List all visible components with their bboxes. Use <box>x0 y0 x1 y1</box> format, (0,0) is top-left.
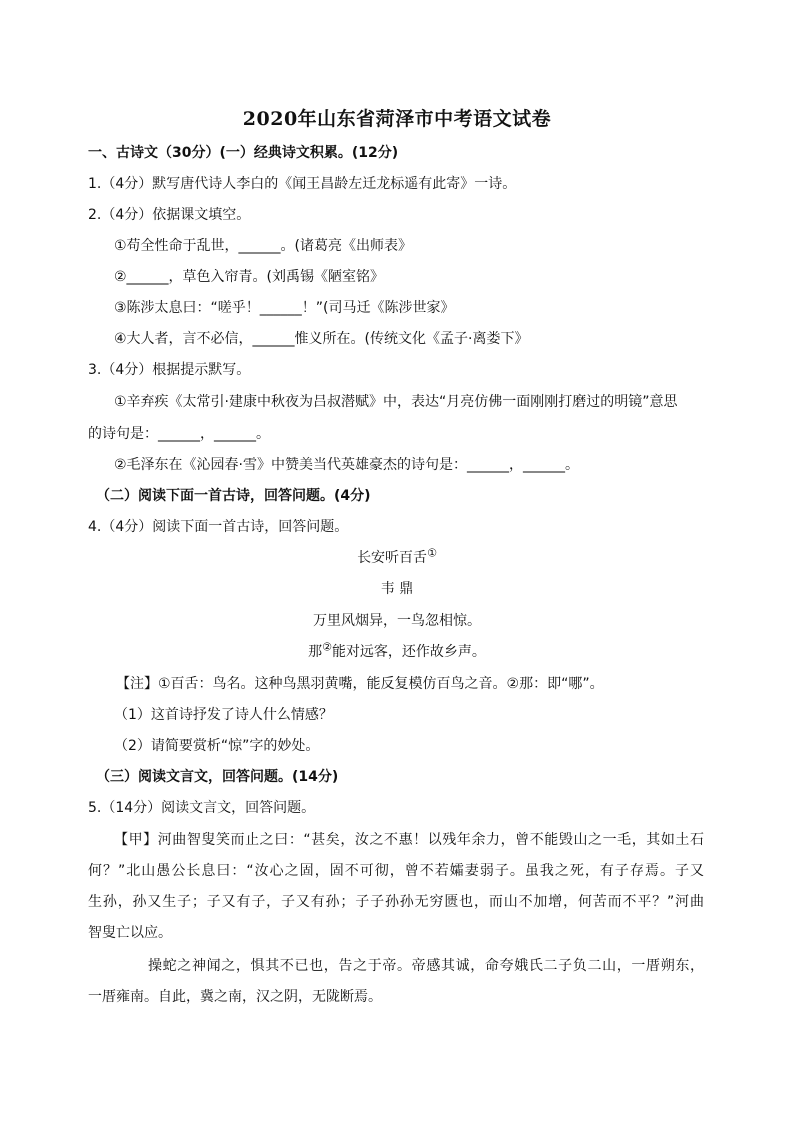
section-heading-1: 一、古诗文（30分）(一）经典诗文积累。(12分) <box>88 145 399 161</box>
poem-line-2-pre: 那 <box>308 644 323 660</box>
passage-jia-line-2: 何？”北山愚公长息曰：“汝心之固，固不可彻，曾不若孀妻弱子。虽我之死，有子存焉。子又 <box>88 863 704 879</box>
poem-title-text: 长安听百舌 <box>357 550 428 566</box>
question-3-item-2: ②毛泽东在《沁园春·雪》中赞美当代英雄豪杰的诗句是：______，______。 <box>114 457 579 473</box>
question-4-sub-1: （1）这首诗抒发了诗人什么情感？ <box>114 707 333 723</box>
question-2-item-3: ③陈涉太息曰：“嗟乎！______！”(司马迁《陈涉世家》 <box>114 300 455 316</box>
passage-jia-p2-line-2: 一厝雍南。自此，冀之南，汉之阴，无陇断焉。 <box>88 989 382 1005</box>
passage-jia-line-4: 智叟亡以应。 <box>88 925 172 941</box>
passage-jia-p2-line-1: 操蛇之神闻之，惧其不已也，告之于帝。帝感其诚，命夸娥氏二子负二山，一厝朔东， <box>148 958 704 974</box>
poem-line-2-footnote-mark: ② <box>322 640 332 654</box>
question-1: 1.（4分）默写唐代诗人李白的《闻王昌龄左迁龙标遥有此寄》一诗。 <box>88 176 517 192</box>
poem-title <box>0 546 794 567</box>
poem-title-footnote-mark: ① <box>427 546 437 560</box>
question-4-sub-2: （2）请简要赏析“惊”字的妙处。 <box>114 738 320 754</box>
question-2-item-4: ④大人者，言不必信，______惟义所在。(传统文化《孟子·离娄下》 <box>114 331 529 347</box>
page-title: 2020年山东省菏泽市中考语文试卷 <box>242 108 552 130</box>
question-5: 5.（14分）阅读文言文，回答问题。 <box>88 800 316 816</box>
question-4: 4.（4分）阅读下面一首古诗，回答问题。 <box>88 519 349 535</box>
question-3-item-1-line-2: 的诗句是：______，______。 <box>88 426 270 442</box>
question-2: 2.（4分）依据课文填空。 <box>88 207 251 223</box>
section-heading-3: （三）阅读文言文，回答问题。(14分) <box>96 769 339 785</box>
question-2-item-1: ①苟全性命于乱世，______。(诸葛亮《出师表》 <box>114 238 413 254</box>
poem-annotation: 【注】①百舌：鸟名。这种鸟黑羽黄嘴，能反复模仿百鸟之音。②那：即“哪”。 <box>116 676 604 692</box>
question-3-item-1-line-1: ①辛弃疾《太常引·建康中秋夜为吕叔潜赋》中，表达“月亮仿佛一面刚刚打磨过的明镜”意思 <box>114 394 678 410</box>
passage-jia-line-3: 生孙，孙又生子；子又有子，子又有孙；子子孙孙无穷匮也，而山不加增，何苦而不平？”河曲 <box>88 894 704 910</box>
poem-line-2 <box>0 640 794 661</box>
section-heading-2: （二）阅读下面一首古诗，回答问题。(4分) <box>96 488 371 504</box>
passage-jia-line-1: 【甲】河曲智叟笑而止之曰：“甚矣，汝之不惠！以残年余力，曾不能毁山之一毛，其如土石 <box>114 832 704 848</box>
question-3: 3.（4分）根据提示默写。 <box>88 362 251 378</box>
question-2-item-2: ②______，草色入帘青。(刘禹锡《陋室铭》 <box>114 269 385 285</box>
poem-line-2-post: 能对远客，还作故乡声。 <box>331 644 486 660</box>
poem-author: 韦 鼎 <box>380 581 414 597</box>
poem-line-1: 万里风烟异，一鸟忽相惊。 <box>313 613 481 629</box>
